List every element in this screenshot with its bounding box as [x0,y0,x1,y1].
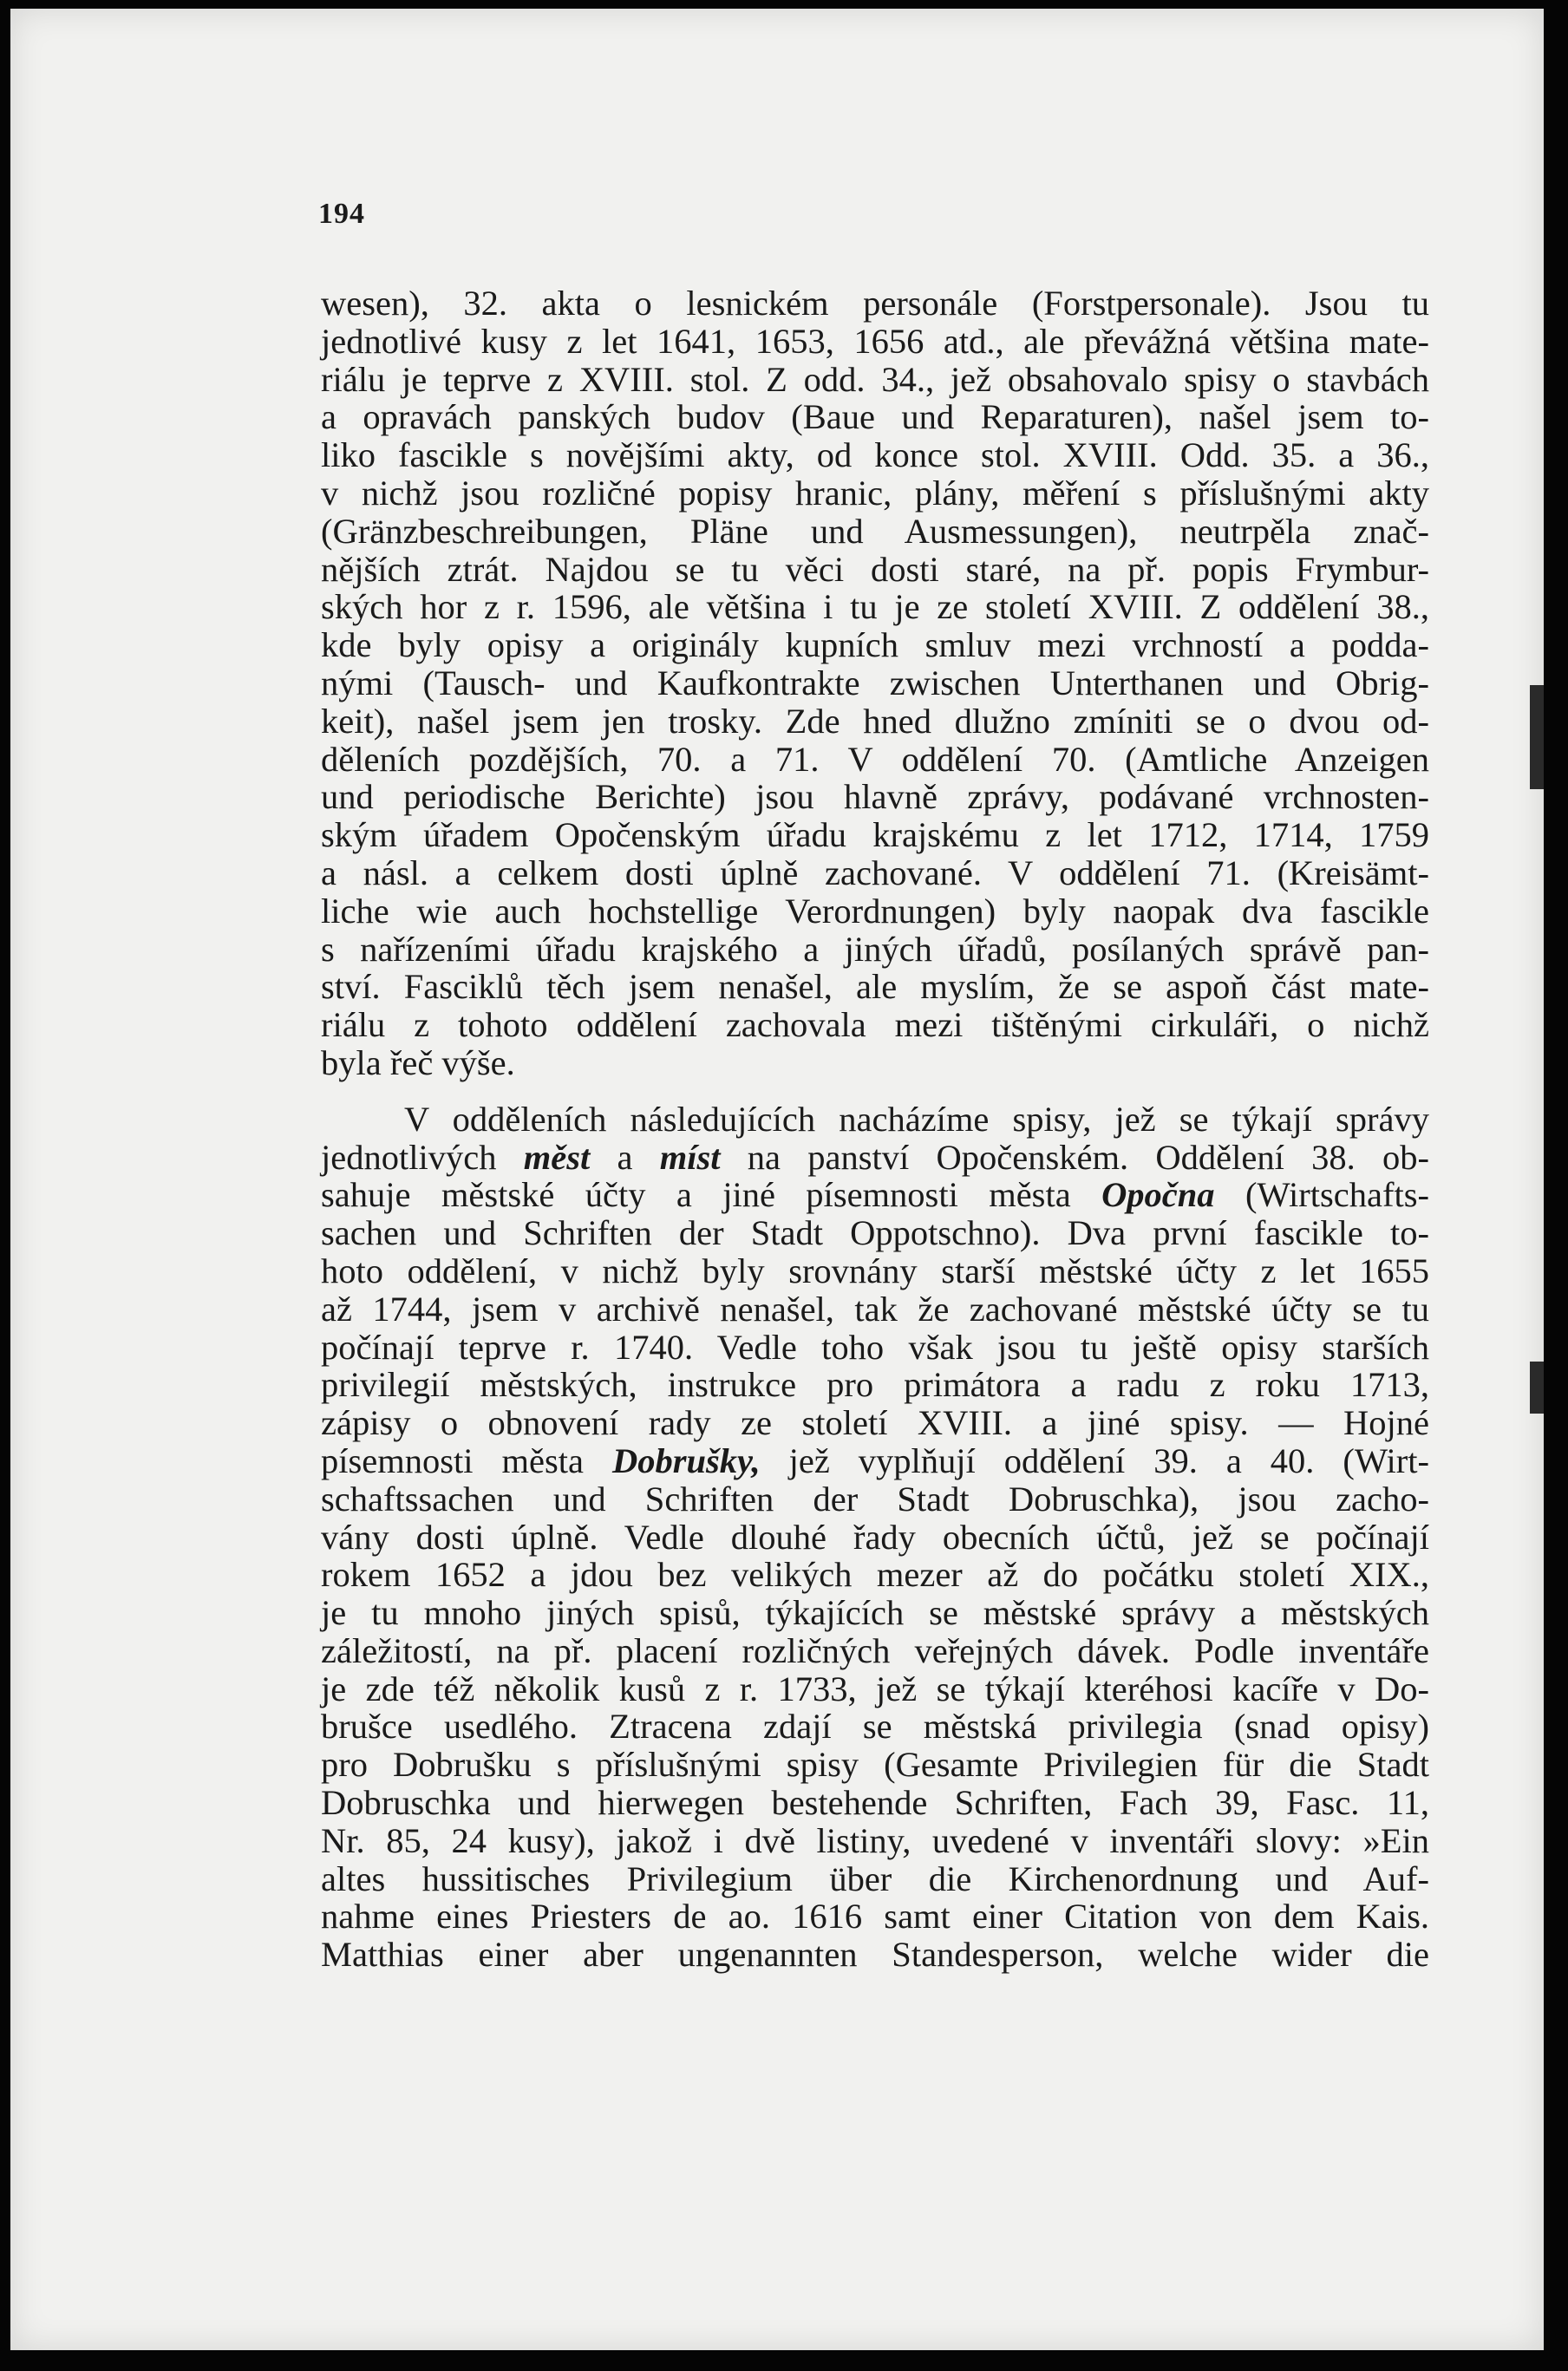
emphasis-word: Dobrušky, [611,1440,761,1480]
text-line: záležitostí, na př. placení rozličných veřejných dávek. Podle inventáře [321,1630,1429,1670]
text-line: nějších ztrát. Najdou se tu věci dosti staré, na př. popis Frymbur- [321,549,1429,589]
text-line: je tu mnoho jiných spisů, týkajících se městské správy a městských [321,1593,1429,1633]
text-line: v nichž jsou rozličné popisy hranic, plány, měření s příslušnými akty [321,473,1429,513]
paragraph-2 [321,1101,1429,1974]
text-line: děleních pozdějších, 70. a 71. V oddělení 70. (Amtliche Anzeigen [321,739,1429,779]
text-line: sachen und Schriften der Stadt Oppotschno). Dva první fascikle to- [321,1213,1429,1253]
text-line: liche wie auch hochstellige Verordnungen) byly naopak dva fascikle [321,891,1429,931]
text-line: rokem 1652 a jdou bez velikých mezer až do počátku století XIX., [321,1555,1429,1595]
book-page [10,9,1544,2350]
text-line: s nařízeními úřadu krajského a jiných úřadů, posílaných správě pan- [321,929,1429,969]
text-line: ských hor z r. 1596, ale většina i tu je ze století XVIII. Z oddělení 38., [321,587,1429,627]
emphasis-word: Opočna [1101,1175,1215,1215]
body-text [321,284,1429,1974]
text-line: až 1744, jsem v archivě nenašel, tak že zachované městské účty se tu [321,1289,1429,1329]
page-edge-shadow [1530,685,1544,789]
text-line: nými (Tausch- und Kaufkontrakte zwischen Unterthanen und Obrig- [321,663,1429,702]
text-line: (Gränzbeschreibungen, Pläne und Ausmessungen), neutrpěla znač- [321,511,1429,551]
text-line: schaftssachen und Schriften der Stadt Dobruschka), jsou zacho- [321,1479,1429,1519]
text-line: jednotlivých měst a míst na panství Opočenském. Oddělení 38. ob- [321,1137,1429,1177]
text-line: a násl. a celkem dosti úplně zachované. V oddělení 71. (Kreisämt- [321,852,1429,892]
text-line: kde byly opisy a originály kupních smluv mezi vrchností a podda- [321,625,1429,665]
emphasis-word: měst [523,1137,591,1177]
text-line: ství. Fasciklů těch jsem nenašel, ale myslím, že se aspoň část mate- [321,967,1429,1007]
text-line: nahme eines Priesters de ao. 1616 samt einer Citation von dem Kais. [321,1897,1429,1937]
text-line: hoto oddělení, v nichž byly srovnány starší městské účty z let 1655 [321,1251,1429,1290]
text-line: je zde též několik kusů z r. 1733, jež se týkají kteréhosi kacíře v Do- [321,1669,1429,1708]
text-line: liko fascikle s novějšími akty, od konce stol. XVIII. Odd. 35. a 36., [321,435,1429,475]
text-line: pro Dobrušku s příslušnými spisy (Gesamte Privilegien für die Stadt [321,1745,1429,1785]
text-line: wesen), 32. akta o lesnickém personále (Forstpersonale). Jsou tu [321,284,1429,323]
page-number: 194 [318,198,365,230]
text-line: riálu je teprve z XVIII. stol. Z odd. 34., jež obsahovalo spisy o stavbách [321,359,1429,399]
text-line: počínají teprve r. 1740. Vedle toho však jsou tu ještě opisy starších [321,1327,1429,1367]
text-line: Dobruschka und hierwegen bestehende Schriften, Fach 39, Fasc. 11, [321,1783,1429,1823]
text-line: Nr. 85, 24 kusy), jakož i dvě listiny, uvedené v inventáři slovy: »Ein [321,1820,1429,1860]
text-line: Matthias einer aber ungenannten Standesperson, welche wider die [321,1935,1429,1975]
emphasis-word: míst [659,1137,721,1177]
text-line: riálu z tohoto oddělení zachovala mezi tištěnými cirkuláři, o nichž [321,1005,1429,1045]
text-line: písemnosti města Dobrušky, jež vyplňují oddělení 39. a 40. (Wirt- [321,1440,1429,1480]
text-line: altes hussitisches Privilegium über die Kirchenordnung und Auf- [321,1858,1429,1898]
text-line: vány dosti úplně. Vedle dlouhé řady obecních účtů, jež se počínají [321,1517,1429,1557]
text-line: brušce usedlého. Ztracena zdají se městská privilegia (snad opisy) [321,1707,1429,1747]
text-line: privilegií městských, instrukce pro primátora a radu z roku 1713, [321,1365,1429,1405]
text-line: byla řeč výše. [321,1042,515,1082]
page-edge-shadow [1530,1362,1544,1414]
text-line: keit), našel jsem jen trosky. Zde hned dlužno zmíniti se o dvou od- [321,701,1429,741]
text-line: a opravách panských budov (Baue und Reparaturen), našel jsem to- [321,397,1429,437]
text-line: zápisy o obnovení rady ze století XVIII. a jiné spisy. — Hojné [321,1403,1429,1443]
text-line: V odděleních následujících nacházíme spisy, jež se týkají správy [404,1099,1429,1139]
text-line: jednotlivé kusy z let 1641, 1653, 1656 atd., ale převážná většina mate- [321,321,1429,361]
text-line: sahuje městské účty a jiné písemnosti města Opočna (Wirtschafts- [321,1175,1429,1215]
paragraph-1 [321,284,1429,1082]
text-line: ským úřadem Opočenským úřadu krajskému z let 1712, 1714, 1759 [321,815,1429,855]
paragraph-2-continued [321,1480,1429,1974]
text-line: und periodische Berichte) jsou hlavně zprávy, podávané vrchnosten- [321,777,1429,817]
